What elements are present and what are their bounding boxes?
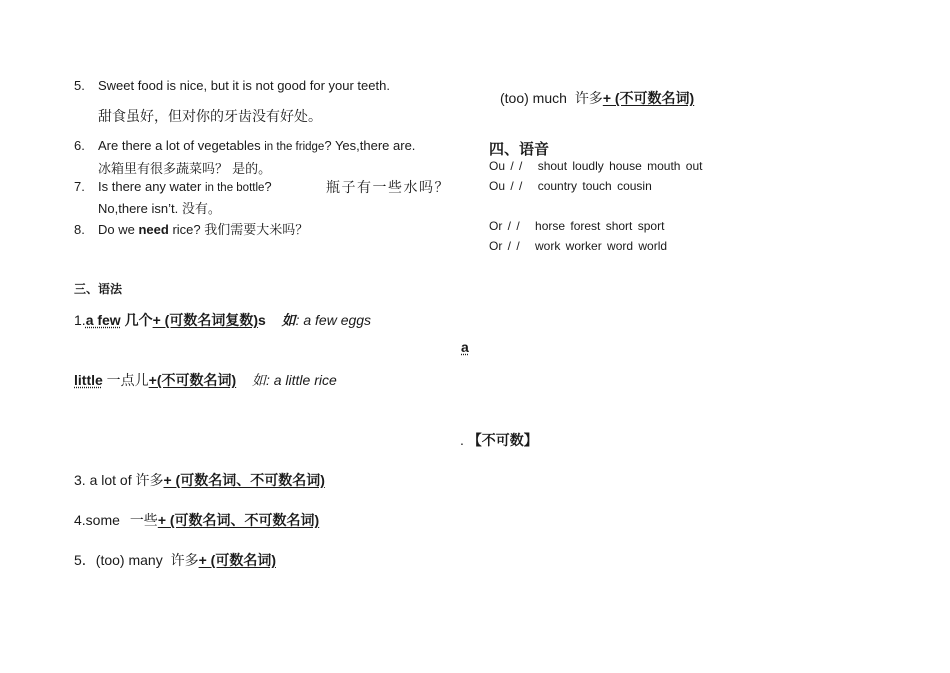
- sentence-6: [74, 138, 415, 153]
- grammar-term: little: [74, 372, 103, 388]
- grammar-zh: 一些: [129, 513, 158, 529]
- grammar-rule: + (可数名词、不可数名词): [157, 512, 320, 528]
- grammar-zh: 许多: [170, 553, 199, 569]
- phonetics-row: [489, 219, 664, 233]
- phonetics-row: [489, 159, 702, 173]
- answer-zh: 没有。: [181, 202, 221, 217]
- phonetics-prefix: Or / /: [489, 239, 520, 253]
- sentence-en-small: in the bottle: [204, 182, 265, 194]
- sentence-en-tail: ?: [264, 179, 272, 194]
- phonetics-heading: 四、语音: [489, 141, 550, 158]
- sentence-en: Are there a lot of vegetables: [98, 138, 261, 153]
- note-text: 【不可数】: [467, 432, 538, 448]
- too-much-zh: 许多: [574, 91, 603, 107]
- grammar-label: 3. a lot of: [74, 472, 132, 488]
- grammar-zh: 一点儿: [106, 372, 149, 388]
- sentence-en: Sweet food is nice, but it is not good for your teeth.: [98, 78, 390, 93]
- grammar-num: 1.: [74, 312, 86, 328]
- example-text: : a few eggs: [295, 312, 372, 328]
- phonetics-row: [489, 179, 652, 193]
- sentence-5-zh: 甜食虽好，但对你的牙齿没有好处。: [98, 109, 322, 125]
- grammar-center-a: a: [461, 339, 469, 355]
- too-much-rule: [500, 88, 694, 108]
- grammar-rule: + (可数名词): [198, 552, 276, 568]
- grammar-item-4: [74, 510, 319, 530]
- too-much-rule-text: + (不可数名词): [602, 90, 695, 106]
- phonetics-words: shout loudly house mouth out: [537, 159, 703, 173]
- grammar-item-3: [74, 470, 325, 490]
- sentence-7: [74, 179, 272, 194]
- sentence-en-tail: rice?: [172, 222, 201, 237]
- grammar-item-2: [74, 370, 337, 390]
- grammar-term: a few: [85, 312, 121, 328]
- grammar-item-5: [74, 550, 276, 570]
- phonetics-row: [489, 239, 667, 253]
- phonetics-words: work worker word world: [535, 239, 668, 253]
- grammar-item-1: [74, 310, 371, 330]
- phonetics-prefix: Or / /: [489, 219, 520, 233]
- sentence-5: [74, 78, 390, 93]
- phonetics-words: horse forest short sport: [535, 219, 665, 233]
- grammar-rule: +(不可数名词): [148, 372, 237, 388]
- note-dot: .: [460, 432, 464, 448]
- grammar-heading: 三、语法: [74, 282, 123, 296]
- example-label: 如: [251, 372, 266, 388]
- item-number: 5.: [74, 78, 85, 93]
- answer-en: No,there isn’t.: [98, 201, 179, 216]
- grammar-suffix: s: [257, 312, 266, 328]
- sentence-en: Do we: [98, 222, 135, 237]
- sentence-en: Is there any water: [98, 179, 202, 194]
- item-number: 8.: [74, 222, 85, 237]
- phonetics-words: country touch cousin: [537, 179, 652, 193]
- sentence-zh: 我们需要大米吗？: [204, 223, 309, 238]
- example-label: 如: [281, 312, 296, 328]
- sentence-en-small: in the fridge: [264, 141, 325, 153]
- sentence-6-zh: 冰箱里有很多蔬菜吗？ 是的。: [98, 162, 272, 177]
- sentence-7-answer: [98, 198, 221, 217]
- too-much-label: (too) much: [500, 90, 567, 106]
- item-number: 7.: [74, 179, 85, 194]
- grammar-zh: 几个: [124, 312, 153, 328]
- example-text: : a little rice: [265, 372, 337, 388]
- phonetics-prefix: Ou / /: [489, 159, 523, 173]
- sentence-8: [74, 219, 308, 238]
- grammar-zh: 许多: [135, 473, 164, 489]
- grammar-rule: + (可数名词复数): [152, 312, 258, 328]
- sentence-en-bold: need: [138, 222, 169, 237]
- sentence-en-tail: ? Yes,there are.: [324, 138, 416, 153]
- grammar-rule: + (可数名词、不可数名词): [163, 472, 325, 488]
- phonetics-prefix: Ou / /: [489, 179, 523, 193]
- grammar-label: 5．(too) many: [74, 552, 163, 568]
- grammar-label: 4.some: [74, 512, 120, 528]
- sentence-7-zh: 瓶子有一些水吗？: [326, 180, 450, 196]
- grammar-center-note: [460, 430, 538, 450]
- item-number: 6.: [74, 138, 85, 153]
